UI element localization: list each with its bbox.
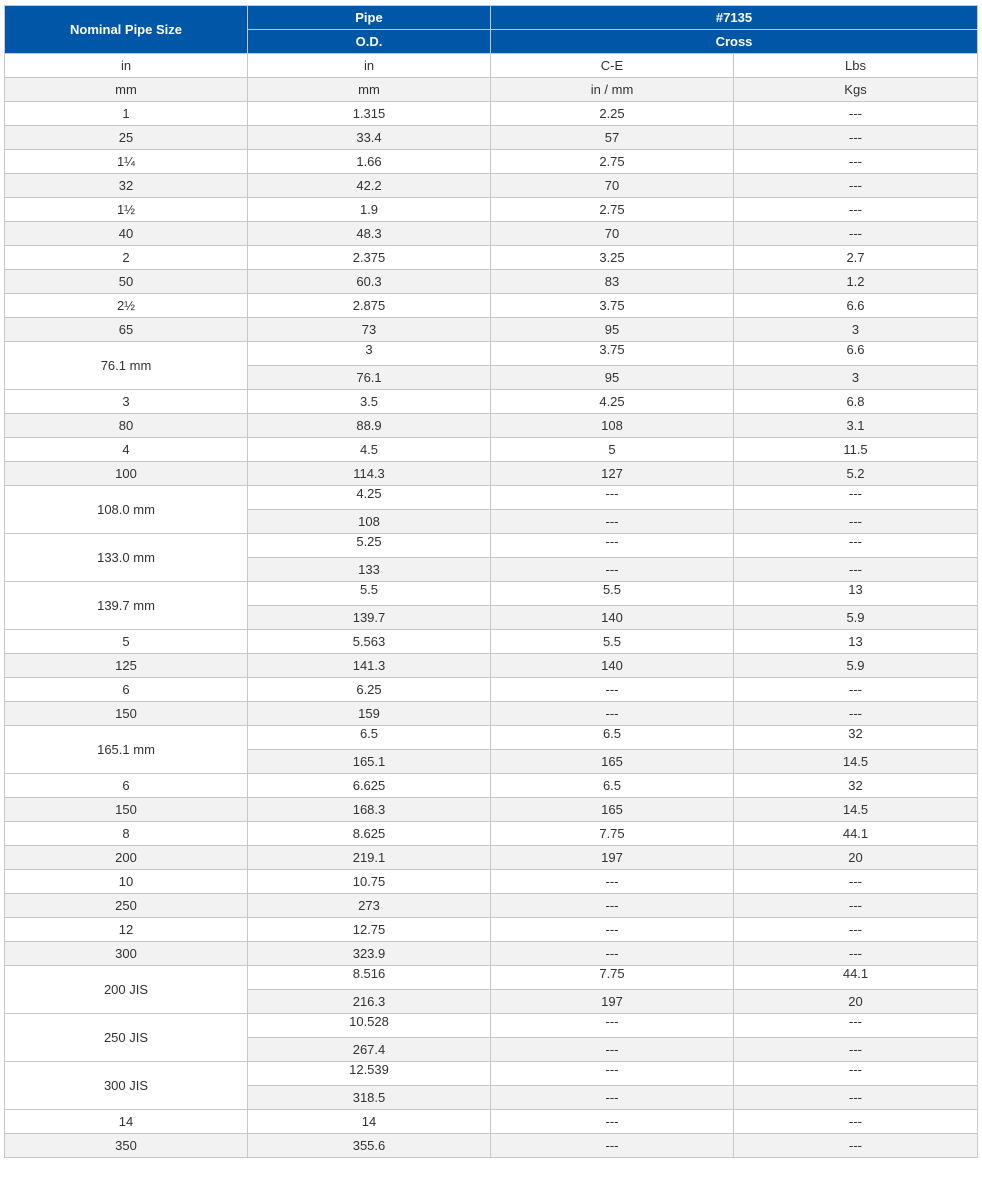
ce-cell: 70	[491, 174, 734, 198]
weight-cell: ---	[734, 1038, 978, 1062]
od-cell: 88.9	[248, 414, 491, 438]
nominal-size-cell: 2	[5, 246, 248, 270]
ce-cell: 165	[491, 798, 734, 822]
nominal-size-cell: 200	[5, 846, 248, 870]
table-row	[5, 102, 978, 126]
ce-cell: ---	[491, 702, 734, 726]
od-cell: 141.3	[248, 654, 491, 678]
ce-cell: ---	[491, 1062, 734, 1086]
table-row	[5, 702, 978, 726]
weight-cell: 6.8	[734, 390, 978, 414]
nominal-size-cell: 1¼	[5, 150, 248, 174]
table-row	[5, 678, 978, 702]
unit-od-cell: mm	[248, 78, 491, 102]
od-cell: 133	[248, 558, 491, 582]
ce-cell: ---	[491, 1038, 734, 1062]
od-cell: 323.9	[248, 942, 491, 966]
table-header	[5, 6, 978, 54]
weight-cell: 20	[734, 846, 978, 870]
ce-cell: ---	[491, 534, 734, 558]
od-cell: 12.539	[248, 1062, 491, 1086]
od-cell: 273	[248, 894, 491, 918]
ce-cell: 2.75	[491, 150, 734, 174]
ce-cell: ---	[491, 894, 734, 918]
ce-cell: 140	[491, 606, 734, 630]
ce-cell: ---	[491, 918, 734, 942]
nominal-size-cell: 125	[5, 654, 248, 678]
weight-cell: ---	[734, 222, 978, 246]
ce-cell: 127	[491, 462, 734, 486]
od-cell: 8.625	[248, 822, 491, 846]
ce-cell: ---	[491, 558, 734, 582]
ce-cell: 3.75	[491, 342, 734, 366]
od-cell: 14	[248, 1110, 491, 1134]
od-cell: 3	[248, 342, 491, 366]
od-cell: 139.7	[248, 606, 491, 630]
header-product-name: Cross	[491, 30, 978, 54]
table-row	[5, 294, 978, 318]
od-cell: 76.1	[248, 366, 491, 390]
ce-cell: ---	[491, 1086, 734, 1110]
nominal-size-cell: 5	[5, 630, 248, 654]
od-cell: 168.3	[248, 798, 491, 822]
ce-cell: 7.75	[491, 966, 734, 990]
weight-cell: 44.1	[734, 822, 978, 846]
table-body	[5, 54, 978, 1158]
table-row	[5, 270, 978, 294]
unit-row	[5, 78, 978, 102]
weight-cell: 44.1	[734, 966, 978, 990]
ce-cell: 140	[491, 654, 734, 678]
od-cell: 1.9	[248, 198, 491, 222]
nominal-size-cell: 1½	[5, 198, 248, 222]
ce-cell: 4.25	[491, 390, 734, 414]
ce-cell: 5	[491, 438, 734, 462]
weight-cell: ---	[734, 702, 978, 726]
od-cell: 219.1	[248, 846, 491, 870]
weight-cell: ---	[734, 1062, 978, 1086]
nominal-size-cell: 10	[5, 870, 248, 894]
nominal-size-cell: 250	[5, 894, 248, 918]
ce-cell: 83	[491, 270, 734, 294]
unit-row	[5, 54, 978, 78]
weight-cell: ---	[734, 558, 978, 582]
ce-cell: ---	[491, 1110, 734, 1134]
weight-cell: 5.9	[734, 654, 978, 678]
unit-weight-cell: Lbs	[734, 54, 978, 78]
nominal-size-cell: 200 JIS	[5, 966, 248, 1014]
table-row	[5, 870, 978, 894]
nominal-size-cell: 8	[5, 822, 248, 846]
table-row	[5, 654, 978, 678]
ce-cell: ---	[491, 1134, 734, 1158]
od-cell: 4.25	[248, 486, 491, 510]
nominal-size-cell: 6	[5, 678, 248, 702]
nominal-size-cell: 100	[5, 462, 248, 486]
table-row	[5, 1110, 978, 1134]
weight-cell: ---	[734, 174, 978, 198]
od-cell: 267.4	[248, 1038, 491, 1062]
table-row	[5, 462, 978, 486]
weight-cell: ---	[734, 678, 978, 702]
ce-cell: 197	[491, 990, 734, 1014]
weight-cell: 3.1	[734, 414, 978, 438]
nominal-size-cell: 300 JIS	[5, 1062, 248, 1110]
header-od: O.D.	[248, 30, 491, 54]
table-row	[5, 1062, 978, 1086]
weight-cell: 32	[734, 774, 978, 798]
ce-cell: ---	[491, 870, 734, 894]
table-row	[5, 966, 978, 990]
table-row	[5, 846, 978, 870]
ce-cell: 6.5	[491, 774, 734, 798]
weight-cell: 32	[734, 726, 978, 750]
nominal-size-cell: 14	[5, 1110, 248, 1134]
header-nominal-pipe-size: Nominal Pipe Size	[5, 6, 248, 54]
weight-cell: ---	[734, 510, 978, 534]
ce-cell: 108	[491, 414, 734, 438]
table-row	[5, 534, 978, 558]
weight-cell: 6.6	[734, 294, 978, 318]
weight-cell: 14.5	[734, 798, 978, 822]
ce-cell: 2.75	[491, 198, 734, 222]
weight-cell: 20	[734, 990, 978, 1014]
table-row	[5, 150, 978, 174]
ce-cell: ---	[491, 510, 734, 534]
table-row	[5, 174, 978, 198]
weight-cell: ---	[734, 1014, 978, 1038]
ce-cell: ---	[491, 486, 734, 510]
unit-size-cell: mm	[5, 78, 248, 102]
nominal-size-cell: 65	[5, 318, 248, 342]
header-product-number: #7135	[491, 6, 978, 30]
od-cell: 4.5	[248, 438, 491, 462]
weight-cell: ---	[734, 534, 978, 558]
table-row	[5, 246, 978, 270]
nominal-size-cell: 150	[5, 798, 248, 822]
weight-cell: 1.2	[734, 270, 978, 294]
nominal-size-cell: 4	[5, 438, 248, 462]
od-cell: 318.5	[248, 1086, 491, 1110]
od-cell: 2.375	[248, 246, 491, 270]
table-row	[5, 774, 978, 798]
od-cell: 48.3	[248, 222, 491, 246]
nominal-size-cell: 40	[5, 222, 248, 246]
od-cell: 8.516	[248, 966, 491, 990]
table-row	[5, 918, 978, 942]
unit-od-cell: in	[248, 54, 491, 78]
nominal-size-cell: 108.0 mm	[5, 486, 248, 534]
weight-cell: 3	[734, 366, 978, 390]
nominal-size-cell: 350	[5, 1134, 248, 1158]
table-row	[5, 726, 978, 750]
od-cell: 6.625	[248, 774, 491, 798]
ce-cell: 57	[491, 126, 734, 150]
weight-cell: 14.5	[734, 750, 978, 774]
table-row	[5, 582, 978, 606]
nominal-size-cell: 12	[5, 918, 248, 942]
ce-cell: 7.75	[491, 822, 734, 846]
table-row	[5, 1134, 978, 1158]
nominal-size-cell: 50	[5, 270, 248, 294]
ce-cell: ---	[491, 942, 734, 966]
od-cell: 10.528	[248, 1014, 491, 1038]
spec-table	[4, 5, 978, 1158]
nominal-size-cell: 2½	[5, 294, 248, 318]
table-row	[5, 438, 978, 462]
od-cell: 3.5	[248, 390, 491, 414]
od-cell: 12.75	[248, 918, 491, 942]
ce-cell: 197	[491, 846, 734, 870]
od-cell: 6.5	[248, 726, 491, 750]
table-row	[5, 894, 978, 918]
weight-cell: 6.6	[734, 342, 978, 366]
table-row	[5, 486, 978, 510]
od-cell: 5.5	[248, 582, 491, 606]
weight-cell: 13	[734, 630, 978, 654]
ce-cell: 5.5	[491, 582, 734, 606]
weight-cell: ---	[734, 1110, 978, 1134]
weight-cell: ---	[734, 1086, 978, 1110]
table-row	[5, 318, 978, 342]
od-cell: 42.2	[248, 174, 491, 198]
weight-cell: 11.5	[734, 438, 978, 462]
od-cell: 108	[248, 510, 491, 534]
od-cell: 6.25	[248, 678, 491, 702]
weight-cell: ---	[734, 918, 978, 942]
ce-cell: 95	[491, 366, 734, 390]
weight-cell: ---	[734, 198, 978, 222]
nominal-size-cell: 300	[5, 942, 248, 966]
weight-cell: ---	[734, 150, 978, 174]
ce-cell: 2.25	[491, 102, 734, 126]
nominal-size-cell: 150	[5, 702, 248, 726]
od-cell: 10.75	[248, 870, 491, 894]
table-row	[5, 222, 978, 246]
od-cell: 5.563	[248, 630, 491, 654]
nominal-size-cell: 139.7 mm	[5, 582, 248, 630]
od-cell: 159	[248, 702, 491, 726]
ce-cell: 95	[491, 318, 734, 342]
unit-ce-cell: C-E	[491, 54, 734, 78]
weight-cell: 5.9	[734, 606, 978, 630]
table-row	[5, 342, 978, 366]
ce-cell: ---	[491, 1014, 734, 1038]
ce-cell: 3.25	[491, 246, 734, 270]
table-row	[5, 822, 978, 846]
weight-cell: ---	[734, 894, 978, 918]
table-row	[5, 798, 978, 822]
nominal-size-cell: 25	[5, 126, 248, 150]
nominal-size-cell: 250 JIS	[5, 1014, 248, 1062]
weight-cell: ---	[734, 942, 978, 966]
od-cell: 1.315	[248, 102, 491, 126]
ce-cell: 3.75	[491, 294, 734, 318]
table-row	[5, 1014, 978, 1038]
weight-cell: ---	[734, 1134, 978, 1158]
nominal-size-cell: 133.0 mm	[5, 534, 248, 582]
weight-cell: ---	[734, 870, 978, 894]
od-cell: 60.3	[248, 270, 491, 294]
od-cell: 216.3	[248, 990, 491, 1014]
table-row	[5, 390, 978, 414]
od-cell: 114.3	[248, 462, 491, 486]
od-cell: 5.25	[248, 534, 491, 558]
weight-cell: 5.2	[734, 462, 978, 486]
weight-cell: 2.7	[734, 246, 978, 270]
table-row	[5, 942, 978, 966]
weight-cell: 3	[734, 318, 978, 342]
nominal-size-cell: 1	[5, 102, 248, 126]
table-row	[5, 414, 978, 438]
unit-ce-cell: in / mm	[491, 78, 734, 102]
header-pipe: Pipe	[248, 6, 491, 30]
weight-cell: ---	[734, 486, 978, 510]
table-row	[5, 126, 978, 150]
ce-cell: 5.5	[491, 630, 734, 654]
ce-cell: 165	[491, 750, 734, 774]
weight-cell: ---	[734, 102, 978, 126]
ce-cell: 70	[491, 222, 734, 246]
weight-cell: 13	[734, 582, 978, 606]
ce-cell: 6.5	[491, 726, 734, 750]
ce-cell: ---	[491, 678, 734, 702]
nominal-size-cell: 32	[5, 174, 248, 198]
nominal-size-cell: 80	[5, 414, 248, 438]
od-cell: 1.66	[248, 150, 491, 174]
od-cell: 33.4	[248, 126, 491, 150]
od-cell: 165.1	[248, 750, 491, 774]
weight-cell: ---	[734, 126, 978, 150]
nominal-size-cell: 165.1 mm	[5, 726, 248, 774]
nominal-size-cell: 76.1 mm	[5, 342, 248, 390]
unit-size-cell: in	[5, 54, 248, 78]
od-cell: 2.875	[248, 294, 491, 318]
unit-weight-cell: Kgs	[734, 78, 978, 102]
nominal-size-cell: 6	[5, 774, 248, 798]
nominal-size-cell: 3	[5, 390, 248, 414]
table-row	[5, 630, 978, 654]
table-row	[5, 198, 978, 222]
od-cell: 73	[248, 318, 491, 342]
od-cell: 355.6	[248, 1134, 491, 1158]
